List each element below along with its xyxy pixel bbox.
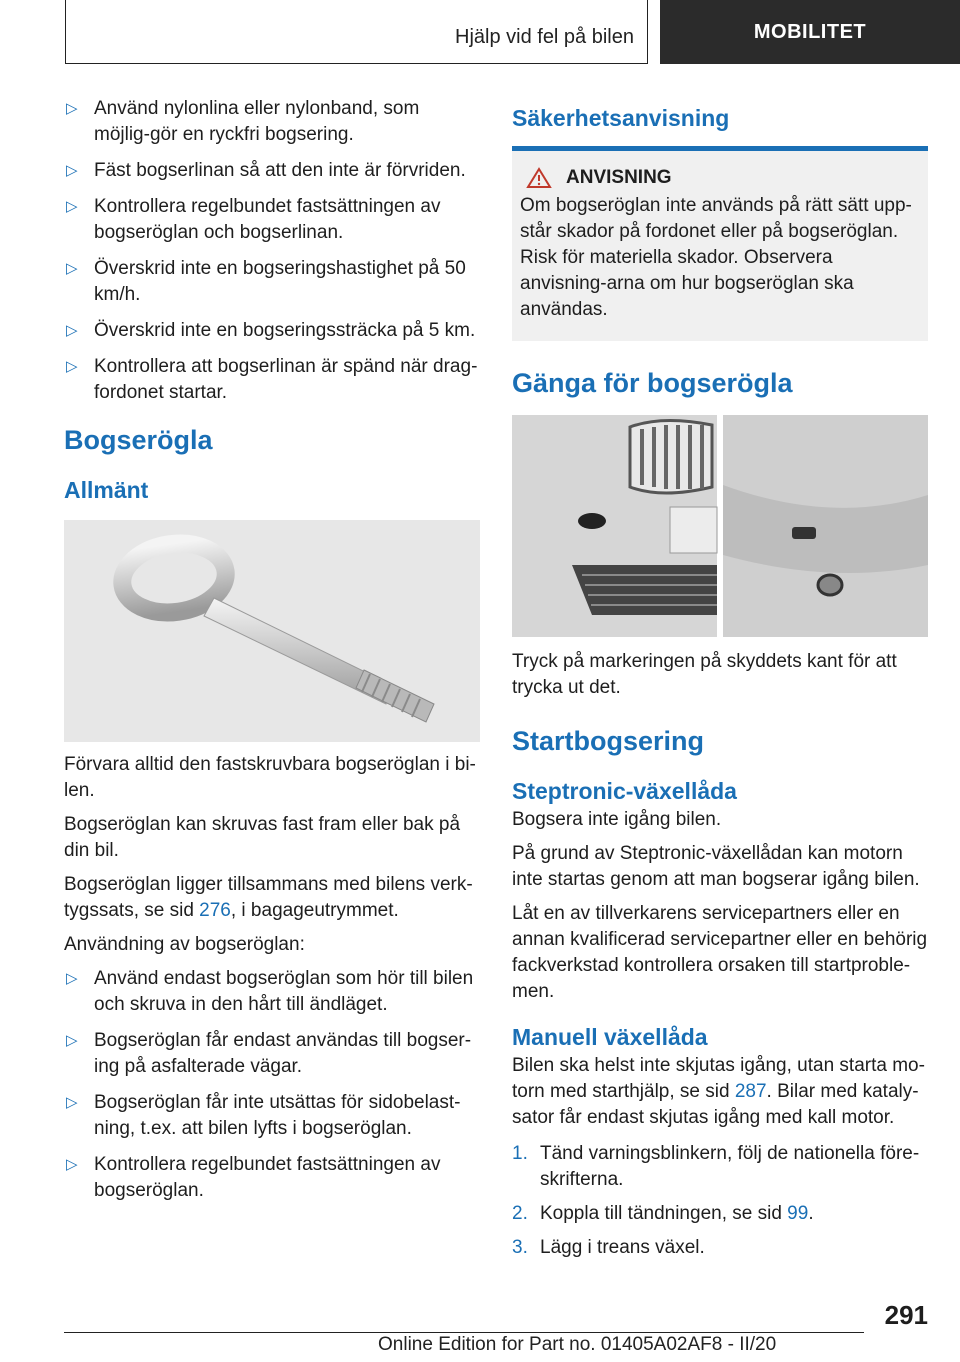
bullet-triangle-icon: ▷: [66, 970, 78, 987]
heading-startbogsering: Startbogsering: [512, 726, 705, 756]
footer-edition: Online Edition for Part no. 01405A02AF8 - II/20: [378, 1334, 777, 1355]
bullet-triangle-icon: ▷: [66, 198, 78, 215]
paragraph-steptronic-2: På grund av Steptronic-växellådan kan motorn inte startas genom att man bogserar igång bilen.: [512, 843, 920, 890]
step-number: 1.: [512, 1143, 528, 1164]
list-item: ▷ Bogseröglan får inte utsättas för sidobelast-ning, t.ex. att bilen lyfts i bogseröglan.: [66, 1092, 461, 1139]
car-bumper-illustration: [512, 415, 928, 637]
list-item: ▷ Fäst bogserlinan så att den inte är förvriden.: [64, 158, 480, 184]
paragraph-store-tow-eye: Förvara alltid den fastskruvbara bogseröglan i bi-len.: [64, 754, 476, 801]
page-ref-link-287[interactable]: 287: [734, 1081, 767, 1102]
header-section-title: Hjälp vid fel på bilen: [455, 26, 634, 48]
start-steps-list: [512, 1141, 928, 1261]
step-number: 3.: [512, 1237, 528, 1258]
bullet-triangle-icon: ▷: [66, 162, 78, 179]
step-number: 2.: [512, 1203, 528, 1224]
towing-rules-list: [64, 96, 480, 406]
right-column: [512, 96, 928, 1269]
header-chapter-label: MOBILITET: [753, 20, 867, 43]
tow-eye-usage-list: [64, 966, 480, 1204]
warning-triangle-icon: [526, 167, 552, 189]
bullet-triangle-icon: ▷: [66, 260, 78, 277]
page-number: 291: [884, 1300, 928, 1330]
tow-eye-illustration: [64, 520, 480, 742]
list-item: 1. Tänd varningsblinkern, följ de nationella före-skrifterna.: [512, 1143, 920, 1190]
car-bumper-image: [512, 415, 928, 637]
heading-allmant: Allmänt: [64, 477, 149, 503]
list-item: 2. Koppla till tändningen, se sid 99.: [512, 1201, 928, 1227]
heading-manuell: Manuell växellåda: [512, 1024, 708, 1050]
bullet-triangle-icon: ▷: [66, 1156, 78, 1173]
list-item: ▷ Överskrid inte en bogseringssträcka på 5 km.: [64, 318, 480, 344]
heading-bogserogla: Bogserögla: [64, 425, 213, 455]
footer-rule: [64, 1332, 864, 1333]
paragraph-usage-intro: Användning av bogseröglan:: [64, 934, 305, 955]
paragraph-steptronic-3: Låt en av tillverkarens servicepartners eller en annan kvalificerad servicepartner eller en behörig fackverkstad kontrollera orsaken till startproble-men.: [512, 903, 928, 1002]
notice-title: ANVISNING: [566, 167, 672, 188]
left-column: [64, 96, 480, 1214]
list-item: ▷ Kontrollera att bogserlinan är spänd när drag-fordonet startar.: [66, 356, 478, 403]
bullet-triangle-icon: ▷: [66, 100, 78, 117]
heading-ganga: Gänga för bogserögla: [512, 368, 793, 398]
paragraph-manual: Bilen ska helst inte skjutas igång, utan starta mo-torn med starthjälp, se sid 287. Bilar med kataly-sator får endast skjutas igång med kall motor.: [512, 1055, 925, 1128]
list-item: 3. Lägg i treans växel.: [512, 1235, 928, 1261]
list-item: ▷ Bogseröglan får endast användas till bogser-ing på asfalterade vägar.: [66, 1030, 472, 1077]
tow-eye-image: [64, 520, 480, 742]
paragraph-toolkit: Bogseröglan ligger tillsammans med bilens verk-tygssats, se sid 276, i bagageutrymmet.: [64, 874, 473, 921]
page-ref-link-276[interactable]: 276: [199, 900, 231, 921]
paragraph-press-marking: Tryck på markeringen på skyddets kant för att trycka ut det.: [512, 651, 897, 698]
heading-steptronic: Steptronic-växellåda: [512, 778, 737, 804]
heading-sakerhetsanvisning: Säkerhetsanvisning: [512, 105, 730, 131]
header-chapter-tab: [660, 0, 960, 64]
list-item: ▷ Använd endast bogseröglan som hör till bilen och skruva in den hårt till ändläget.: [66, 968, 474, 1015]
notice-box: [512, 151, 928, 341]
list-item: ▷ Överskrid inte en bogseringshastighet på 50 km/h.: [66, 258, 466, 305]
list-item: ▷ Kontrollera regelbundet fastsättningen av bogseröglan.: [66, 1154, 441, 1201]
bullet-triangle-icon: ▷: [66, 358, 78, 375]
list-item: ▷ Kontrollera regelbundet fastsättningen av bogseröglan och bogserlinan.: [66, 196, 441, 243]
notice-text: Om bogseröglan inte används på rätt sätt upp-står skador på fordonet eller på bogseröglan. Risk för materiella skador. Observera anvisning-arna om hur bogseröglan ska användas.: [520, 195, 912, 320]
list-item: ▷ Använd nylonlina eller nylonband, som möjlig-gör en ryckfri bogsering.: [66, 98, 420, 145]
bullet-triangle-icon: ▷: [66, 1094, 78, 1111]
paragraph-steptronic-1: Bogsera inte igång bilen.: [512, 809, 722, 830]
bullet-triangle-icon: ▷: [66, 322, 78, 339]
page-ref-link-99[interactable]: 99: [787, 1203, 809, 1224]
paragraph-mount-front-rear: Bogseröglan kan skruvas fast fram eller bak på din bil.: [64, 814, 461, 861]
bullet-triangle-icon: ▷: [66, 1032, 78, 1049]
